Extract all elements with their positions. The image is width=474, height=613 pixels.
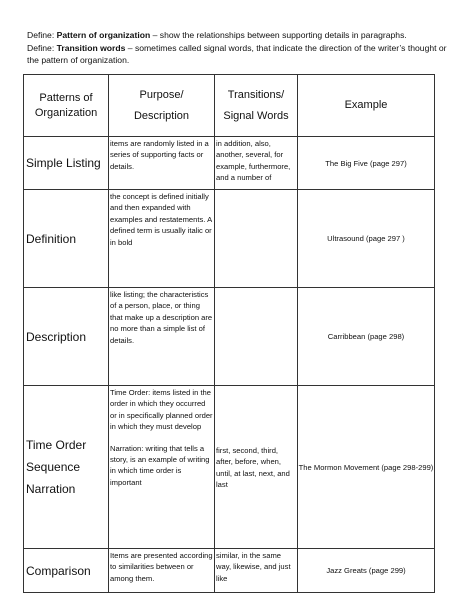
transitions-cell [215, 288, 298, 386]
defined-term: Transition words [56, 42, 126, 53]
header-line: Patterns of [39, 91, 93, 104]
purpose-cell: like listing; the characteristics of a person, place, or thing that make up a description are no more than a simple list of details. [109, 288, 215, 386]
pattern-name-line: Narration [26, 482, 76, 496]
purpose-cell [109, 386, 215, 549]
defined-term: Pattern of organization [56, 30, 151, 40]
purpose-paragraph: Time Order: items listed in the order in which they occurred or in specifically planned order in which they must develop [110, 388, 213, 432]
header-line: Purpose/ [139, 88, 184, 101]
header-transitions [215, 75, 298, 137]
header-purpose [109, 75, 215, 137]
table-row [24, 137, 435, 190]
pattern-name: Description [24, 288, 109, 386]
purpose-paragraph: Narration: writing that tells a story, is an example of writing in which time order is important [110, 443, 210, 487]
pattern-name: Simple Listing [24, 137, 109, 190]
header-line: Transitions/ [227, 88, 285, 101]
header-example: Example [298, 75, 435, 137]
transitions-cell: in addition, also, another, several, for example, furthermore, and a number of [215, 137, 298, 190]
purpose-cell: items are randomly listed in a series of supporting facts or details. [109, 137, 215, 190]
define-label: Define: [27, 30, 57, 40]
purpose-cell: Items are presented according to similarities between or among them. [109, 549, 215, 593]
definition-text: – show the relationships between supporting details in paragraphs. [150, 30, 407, 40]
table-header-row [24, 75, 435, 137]
pattern-name: Comparison [24, 549, 109, 593]
transitions-cell: first, second, third, after, before, when, until, at last, next, and last [215, 386, 298, 549]
intro-definitions [27, 29, 447, 67]
header-line: Organization [34, 106, 98, 119]
example-cell: Ultrasound (page 297 ) [298, 190, 435, 288]
header-line: Description [133, 109, 190, 122]
paragraph-spacer [110, 433, 213, 443]
example-cell: The Mormon Movement (page 298-299) [298, 386, 435, 549]
table-row [24, 386, 435, 549]
example-cell: Jazz Greats (page 299) [298, 549, 435, 593]
define-label: Define: [27, 42, 57, 53]
pattern-name: Definition [24, 190, 109, 288]
pattern-name [24, 386, 109, 549]
patterns-table [23, 74, 435, 593]
table-row [24, 288, 435, 386]
transitions-cell [215, 190, 298, 288]
transitions-cell: similar, in the same way, likewise, and just like [215, 549, 298, 593]
definition-pattern-of-organization [27, 29, 447, 42]
example-cell: The Big Five (page 297) [298, 137, 435, 190]
example-cell: Carribbean (page 298) [298, 288, 435, 386]
pattern-name-line: Time Order [26, 438, 87, 452]
header-line: Signal Words [223, 109, 289, 122]
table-row [24, 549, 435, 593]
pattern-name-line: Sequence [26, 460, 81, 474]
table-row [24, 190, 435, 288]
header-patterns [24, 75, 109, 137]
definition-transition-words [27, 42, 447, 67]
definition-text: – sometimes called signal words, that indicate the direction of the writer’s thought or the pattern of organization. [27, 42, 447, 66]
purpose-cell: the concept is defined initially and then expanded with examples and restatements. A defined term is usually italic or in bold [109, 190, 215, 288]
